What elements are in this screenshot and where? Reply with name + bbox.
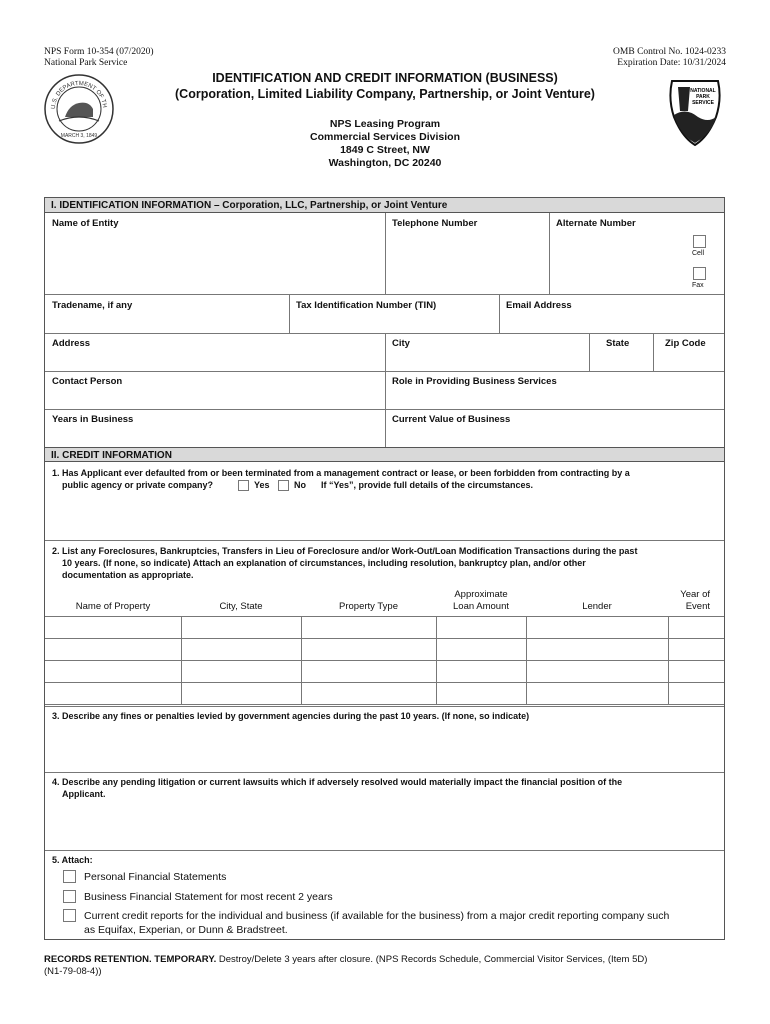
attach-credit-reports-label: Current credit reports for the individual and business (if available for the business) from a major credit reporting company such (84, 910, 670, 922)
nps-logo-text-1: NATIONAL (690, 88, 716, 94)
table-row[interactable] (45, 661, 724, 682)
address-field[interactable] (46, 350, 384, 370)
contact-person-field[interactable] (46, 388, 384, 408)
fax-label: Fax (692, 282, 704, 289)
tradename-label: Tradename, if any (52, 300, 133, 311)
question-1-response-area[interactable] (46, 493, 723, 539)
form-title: IDENTIFICATION AND CREDIT INFORMATION (BUSINESS) (212, 71, 558, 85)
question-2-line-1: 2. List any Foreclosures, Bankruptcies, Transfers in Lieu of Foreclosure and/or Work-Out/Loan Modification Transactions during the past (52, 546, 638, 556)
city-field[interactable] (386, 350, 588, 370)
table-row[interactable] (45, 683, 724, 704)
years-in-business-field[interactable] (46, 426, 384, 446)
years-in-business-label: Years in Business (52, 414, 134, 425)
doi-seal-icon (43, 73, 115, 145)
cell-label: Cell (692, 250, 705, 257)
col-name-of-property: Name of Property (75, 601, 151, 612)
name-of-entity-field[interactable] (46, 230, 384, 292)
address-line-3: 1849 C Street, NW (340, 144, 430, 156)
attach-personal-financial-label: Personal Financial Statements (84, 871, 227, 883)
role-label: Role in Providing Business Services (392, 376, 557, 387)
telephone-label: Telephone Number (392, 218, 478, 229)
col-event: Event (685, 601, 710, 612)
tin-field[interactable] (290, 312, 498, 332)
cell-checkbox[interactable] (693, 235, 706, 248)
question-5: 5. Attach: (52, 855, 93, 865)
q1-yes-label: Yes (254, 480, 270, 490)
email-field[interactable] (500, 312, 724, 332)
attach-credit-reports-label-2: as Equifax, Experian, or Dunn & Bradstreet. (84, 924, 288, 936)
attach-business-financial-checkbox[interactable] (63, 890, 76, 903)
q1-no-label: No (294, 480, 306, 490)
question-2-line-2: 10 years. (If none, so indicate) Attach an explanation of circumstances, including resolution, bankruptcy plan, and/or other (62, 558, 586, 568)
zip-code-label: Zip Code (665, 338, 706, 349)
form-subtitle: (Corporation, Limited Liability Company, Partnership, or Joint Venture) (175, 87, 595, 101)
attach-personal-financial-checkbox[interactable] (63, 870, 76, 883)
records-retention-text-2: (N1-79-08-4)) (44, 966, 102, 977)
address-label: Address (52, 338, 91, 349)
question-3-response-area[interactable] (46, 724, 723, 768)
tradename-field[interactable] (46, 312, 288, 332)
attach-credit-reports-checkbox[interactable] (63, 909, 76, 922)
table-row[interactable] (45, 617, 724, 638)
omb-control: OMB Control No. 1024-0233 (613, 47, 726, 57)
table-row[interactable] (45, 639, 724, 660)
question-2-line-3: documentation as appropriate. (62, 570, 194, 580)
question-1-line-2: public agency or private company? (62, 480, 214, 490)
col-city-state: City, State (219, 601, 263, 612)
current-value-label: Current Value of Business (392, 414, 511, 425)
col-property-type: Property Type (339, 601, 398, 612)
agency-name: National Park Service (44, 58, 128, 68)
form-number: NPS Form 10-354 (07/2020) (44, 47, 154, 57)
zip-code-field[interactable] (654, 350, 724, 370)
col-approximate: Approximate (454, 589, 508, 600)
alternate-number-label: Alternate Number (556, 218, 636, 229)
col-lender: Lender (582, 601, 612, 612)
state-label: State (606, 338, 630, 349)
address-line-1: NPS Leasing Program (329, 118, 441, 130)
name-of-entity-label: Name of Entity (52, 218, 119, 229)
nps-arrowhead-icon (666, 77, 724, 147)
address-line-4: Washington, DC 20240 (328, 157, 442, 169)
property-table (45, 616, 724, 704)
q1-no-checkbox[interactable] (278, 480, 289, 491)
question-4-response-area[interactable] (46, 802, 723, 848)
question-4-line-1: 4. Describe any pending litigation or current lawsuits which if adversely resolved would materially impact the financial position of the (52, 777, 623, 787)
section-1-heading: I. IDENTIFICATION INFORMATION – Corporation, LLC, Partnership, or Joint Venture (45, 198, 724, 213)
col-loan-amount: Loan Amount (453, 601, 509, 612)
expiration-date: Expiration Date: 10/31/2024 (617, 58, 726, 68)
section-2-heading: II. CREDIT INFORMATION (45, 447, 724, 462)
current-value-field[interactable] (386, 426, 724, 446)
alternate-number-field[interactable] (550, 230, 690, 292)
city-label: City (392, 338, 410, 349)
records-retention-bold: RECORDS RETENTION. TEMPORARY. (44, 954, 217, 965)
records-retention-notice (44, 954, 734, 978)
address-line-2: Commercial Services Division (310, 131, 460, 143)
nps-logo-text-3: SERVICE (692, 100, 714, 106)
seal-text: U.S. DEPARTMENT OF TH (50, 80, 108, 110)
svg-text:U.S. DEPARTMENT OF THE INTERIO (43, 73, 107, 109)
q1-yes-checkbox[interactable] (238, 480, 249, 491)
tin-label: Tax Identification Number (TIN) (296, 300, 437, 311)
role-field[interactable] (386, 388, 724, 408)
question-3: 3. Describe any fines or penalties levied by government agencies during the past 10 years. (If none, so indicate) (52, 711, 530, 721)
state-field[interactable] (590, 350, 652, 370)
records-retention-text: Destroy/Delete 3 years after closure. (NPS Records Schedule, Commercial Visitor Services, (Item 5D) (216, 954, 648, 965)
telephone-field[interactable] (386, 230, 548, 292)
col-year-of: Year of (680, 589, 710, 600)
fax-checkbox[interactable] (693, 267, 706, 280)
email-label: Email Address (506, 300, 572, 311)
nps-logo-text-2: PARK (696, 94, 710, 100)
seal-date: MARCH 3, 1849 (60, 133, 98, 139)
form-container (44, 197, 725, 940)
question-1-instruction: If “Yes”, provide full details of the circumstances. (321, 480, 534, 490)
question-4-line-2: Applicant. (62, 789, 106, 799)
attach-business-financial-label: Business Financial Statement for most recent 2 years (84, 891, 333, 903)
contact-person-label: Contact Person (52, 376, 123, 387)
question-1-line-1: 1. Has Applicant ever defaulted from or been terminated from a management contract or lease, or been forbidden from contracting by a (52, 468, 630, 478)
